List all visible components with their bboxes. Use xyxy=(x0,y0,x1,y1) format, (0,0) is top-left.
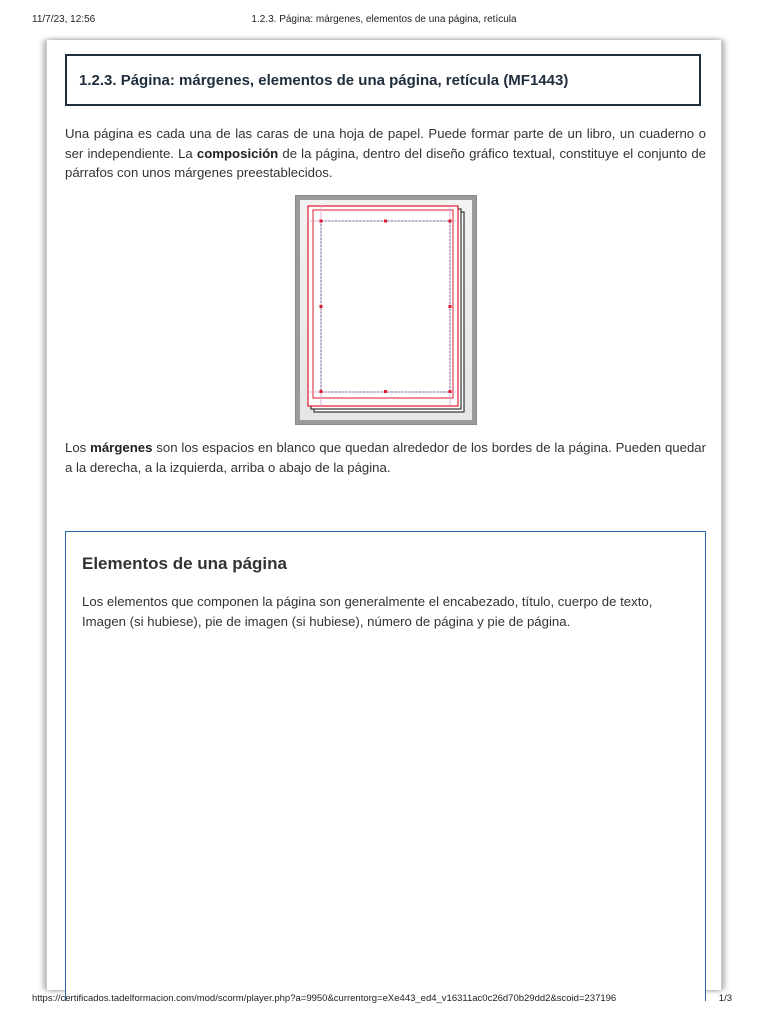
page-title-box xyxy=(65,54,701,106)
handle-tr xyxy=(449,220,452,223)
print-url: https://certificados.tadelformacion.com/mod/scorm/player.php?a=9950&currentorg=eXe443_ed4_v16311ac0c26d70b29dd2&scoid=237196 xyxy=(32,993,617,1004)
handle-ml xyxy=(320,305,323,308)
section-body: Los elementos que componen la página son generalmente el encabezado, título, cuerpo de texto, Imagen (si hubiese), pie de imagen (si hubiese), número de página y pie de página. xyxy=(82,594,653,629)
page-margins-diagram-icon xyxy=(300,200,472,420)
intro-bold-term: composición xyxy=(196,145,279,161)
page-margins-figure xyxy=(295,195,477,425)
figure-background xyxy=(300,200,472,420)
handle-bm xyxy=(384,390,387,393)
section-heading: Elementos de una página xyxy=(82,554,287,573)
print-page-number: 1/3 xyxy=(718,993,732,1004)
margins-bold-term: márgenes xyxy=(90,440,153,455)
handle-tl xyxy=(320,220,323,223)
margins-paragraph xyxy=(65,438,706,477)
intro-paragraph xyxy=(65,124,706,183)
content-frame xyxy=(46,40,722,990)
handle-mr xyxy=(449,305,452,308)
handle-tm xyxy=(384,220,387,223)
print-document-title: 1.2.3. Página: márgenes, elementos de una página, retícula xyxy=(251,14,517,25)
elements-section-card xyxy=(65,531,706,1001)
print-datetime: 11/7/23, 12:56 xyxy=(32,14,96,25)
page-title: 1.2.3. Página: márgenes, elementos de una página, retícula (MF1443) xyxy=(79,71,569,89)
page-sheet xyxy=(308,206,458,406)
margins-text-end: son los espacios en blanco que quedan alrededor de los bordes de la página. Pueden quedar a la derecha, a la izquierda, arriba o abajo de la página. xyxy=(65,440,707,475)
intro-text-end: de la página, dentro del diseño gráfico textual, constituye el conjunto de párrafos con unos márgenes preestablecidos. xyxy=(65,145,706,180)
margins-text-start: Los xyxy=(65,440,91,455)
handle-bl xyxy=(320,390,323,393)
print-footer xyxy=(0,993,768,1009)
print-header xyxy=(0,14,768,30)
handle-br xyxy=(449,390,452,393)
intro-text-start: Una página es cada una de las caras de una hoja de papel. Puede formar parte de un libro, un cuaderno o ser independiente. La xyxy=(65,126,706,161)
